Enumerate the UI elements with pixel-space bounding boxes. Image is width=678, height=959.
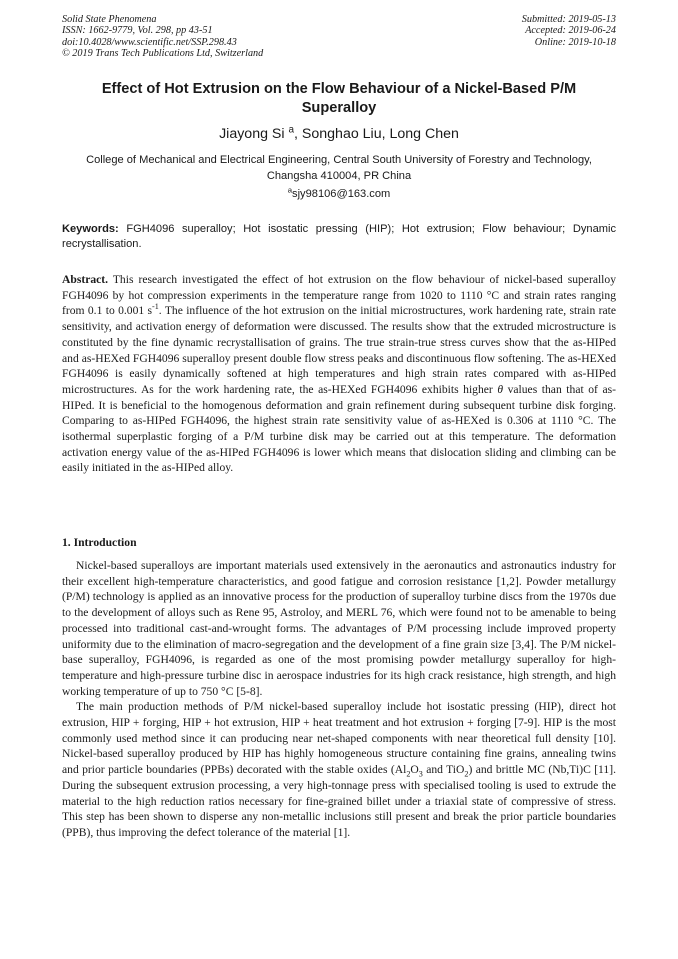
oxygen-symbol: O xyxy=(410,763,419,777)
journal-name: Solid State Phenomena xyxy=(62,14,157,25)
tio-subscript: 2 xyxy=(464,769,469,779)
intro-p2-part1: The main production methods of P/M nickel-based superalloy include hot isostatic pressing (HIP), direct hot extrusion, HIP + forging, HIP + hot extrusion, HIP + heat treatment and hot extrusion + forging [7-9]. HIP is the most commonly used method since it can producing near net-shaped components with near theoretical full density [10]. Nickel-based superalloy produced by HIP has highly homogeneous structure containing fine grains, annealing twins and prior particle boundaries (PPBs) decorated with the stable oxides (Al xyxy=(62,700,616,777)
author-list xyxy=(62,125,616,143)
affiliation: College of Mechanical and Electrical Engineering, Central South University of Forestry and Technology, Changsha 410004, PR China xyxy=(86,154,592,182)
submitted-date: Submitted: 2019-05-13 xyxy=(521,14,616,25)
keywords xyxy=(62,222,616,251)
abstract-part3: values than that of as-HIPed. It is beneficial to the homogenous deformation and grain refinement during subsequent turbine disk forging. Comparing to as-HIPed FGH4096, the highest strain rate sensitivity value of as-HEXed is 0.306 at 1110 °C. The isothermal superplastic forging of a P/M turbine disk may be carried out at this temperature. The deformation activation energy value of the as-HIPed FGH4096 is lower which means that dislocation sliding and climbing can be easily initiated in the as-HIPed alloy. xyxy=(62,382,616,475)
abstract xyxy=(62,272,616,476)
abstract-part1: This research investigated the effect of hot extrusion on the flow behaviour of nickel-based superalloy FGH4096 by hot compression experiments in the temperature range from 1020 to 1110 °C and strain rates ranging from 0.1 to 0.001 s xyxy=(62,273,616,318)
keywords-label: Keywords: xyxy=(62,223,119,235)
intro-paragraph-2 xyxy=(62,699,616,840)
copyright-line: © 2019 Trans Tech Publications Ltd, Switzerland xyxy=(62,48,264,60)
journal-header-left xyxy=(62,14,263,60)
theta-symbol: θ xyxy=(497,382,504,396)
abstract-part2: . The influence of the hot extrusion on the initial microstructures, work hardening rate, strain rate sensitivity, and activation energy of deformation were discussed. The results show that the extruded microstructure is constituted by the fine dynamic recrystallisation of grains. The true strain-true stress curves show that the as-HIPed and as-HEXed FGH4096 superalloy present double flow stress peaks and discontinuous flow softening. The as-HEXed FGH4096 is easily dynamically softened at high temperatures and high strain rates compared with as-HIPed microstructures. As for the work hardening rate, the as-HEXed FGH4096 exhibits higher xyxy=(62,304,616,396)
journal-header-right xyxy=(522,14,616,48)
author-affil-mark: a xyxy=(288,124,295,136)
intro-paragraph-1: Nickel-based superalloys are important materials used extensively in the aeronautics and astronautics industry for their excellent high-temperature characteristics, and good fatigue and corrosion resistance [1,2]. Powder metallurgy (P/M) technology is applied as an innovative process for the production of superalloy turbine discs from the 1970s due to the development of alloys such as Rene 95, Astroloy, and MERL 76, which were found not to be amenable to being processed into traditional cast-and-wrought forms. The advantages of P/M processing include improved property uniformity due to the elimination of macro-segregation and the development of a fine grain size [3,4]. The P/M nickel-base superalloy, FGH4096, is regarded as one of the most promising powder metallurgy superalloy for high-temperature and high-pressure turbine disc in aerospace industries for its high crack resistance, high strength, and high working temperature of up to 750 °C [5-8]. xyxy=(62,559,616,698)
intro-p2-part2: ) and brittle MC (Nb,Ti)C [11]. During the subsequent extrusion processing, a very high-tonnage press with specialised tooling is used to extrude the material to the high reduction ratios necessary for fine-grained billet under a triaxial state of compressive of stress. This step has been shown to disperse any non-metallic inclusions still present and break the prior particle boundaries (PPB), thus improving the defect tolerance of the material [1]. xyxy=(62,763,616,839)
al-subscript: 2 xyxy=(406,769,411,779)
accepted-date: Accepted: 2019-06-24 xyxy=(525,25,616,37)
paper-title: Effect of Hot Extrusion on the Flow Behaviour of a Nickel-Based P/M Superalloy xyxy=(101,81,577,116)
online-date: Online: 2019-10-18 xyxy=(534,36,616,48)
keywords-text: FGH4096 superalloy; Hot isostatic pressing (HIP); Hot extrusion; Flow behaviour; Dynamic recrystallisation. xyxy=(62,223,616,250)
section-title-introduction: 1. Introduction xyxy=(62,536,137,549)
tio-text: and TiO xyxy=(422,763,465,777)
author-email xyxy=(62,187,616,201)
abstract-exponent: -1 xyxy=(152,302,159,312)
author-first: Jiayong Si xyxy=(219,126,285,142)
introduction-body xyxy=(62,558,616,841)
author-rest: , Songhao Liu, Long Chen xyxy=(294,126,459,142)
abstract-label: Abstract. xyxy=(62,273,109,286)
email-address: sjy98106@163.com xyxy=(292,188,391,200)
email-mark: a xyxy=(287,185,293,195)
issn-line: ISSN: 1662-9779, Vol. 298, pp 43-51 xyxy=(62,25,213,37)
o-subscript: 3 xyxy=(418,769,423,779)
doi-line: doi:10.4028/www.scientific.net/SSP.298.43 xyxy=(62,36,237,48)
